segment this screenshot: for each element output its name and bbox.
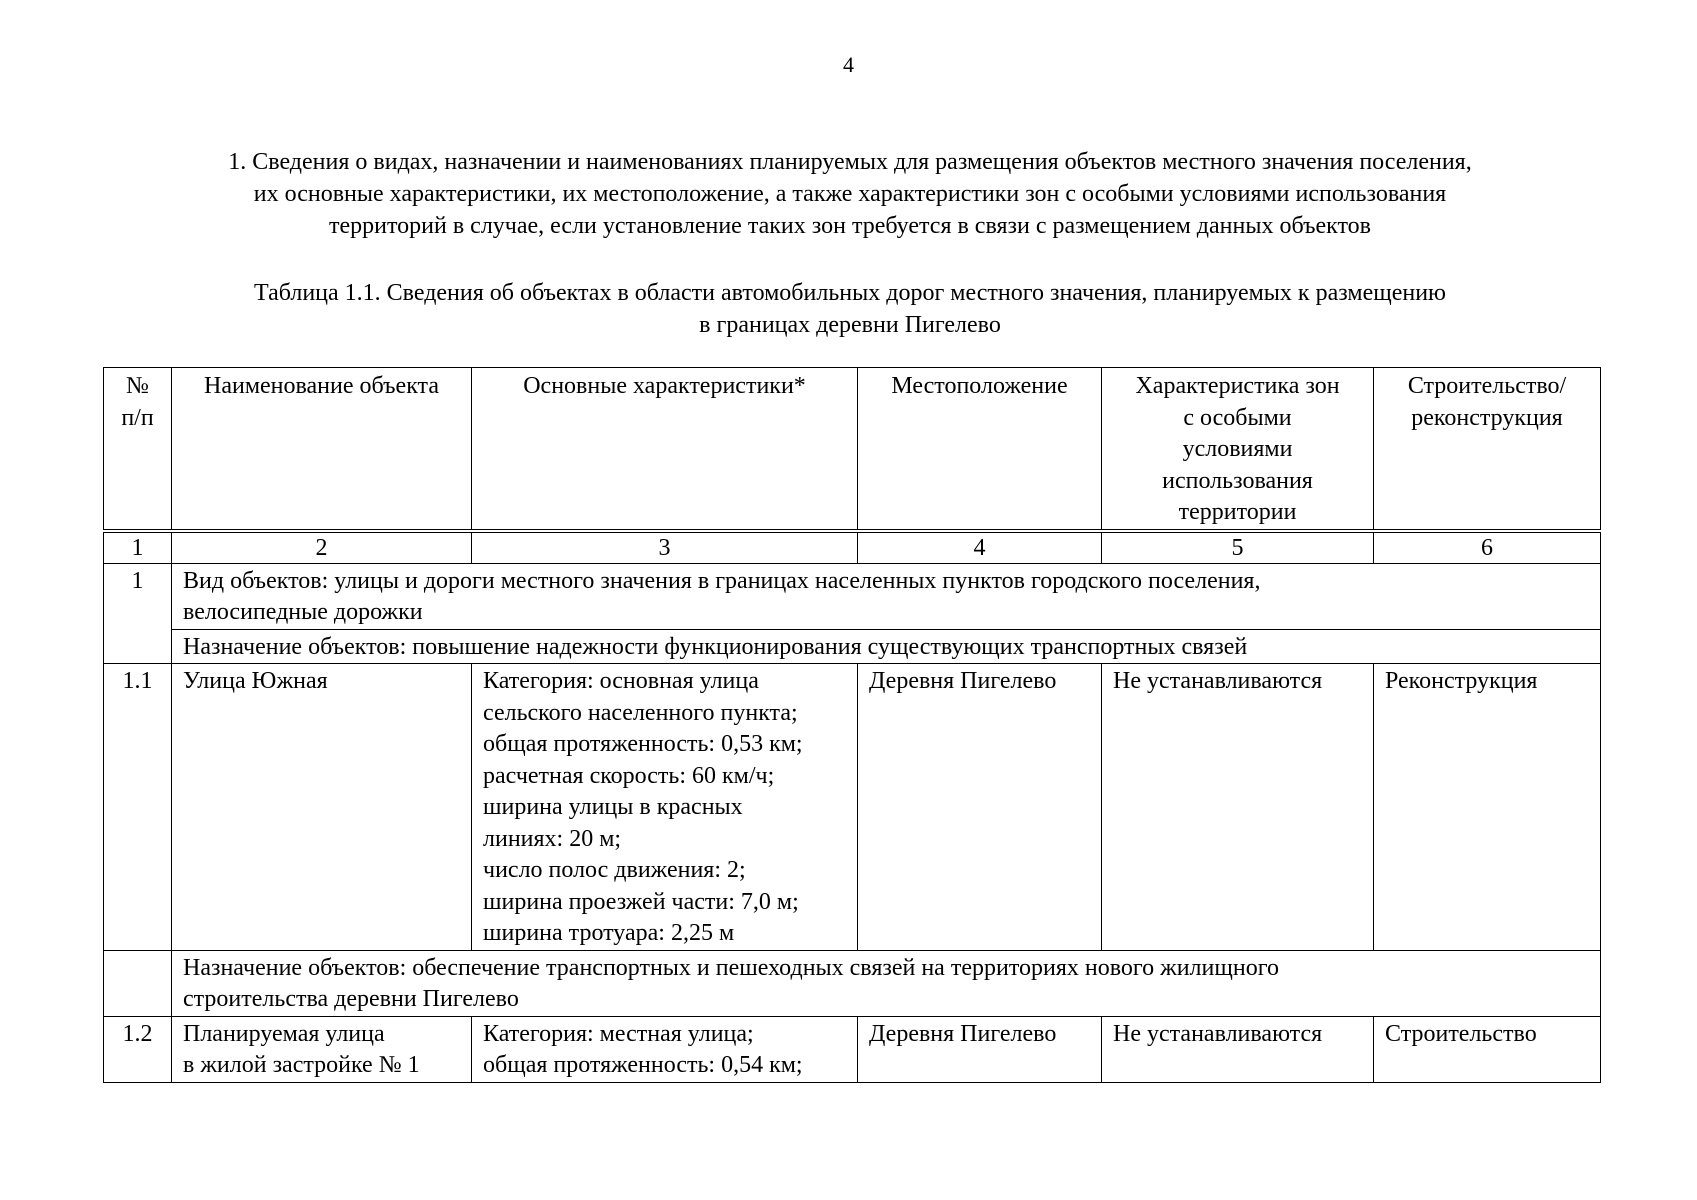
empty-number-cell — [104, 950, 172, 1016]
row-name-cell: Планируемая улица в жилой застройке № 1 — [172, 1016, 472, 1082]
section-heading-line: их основные характеристики, их местоположение, а также характеристики зон с особыми условиями использования — [253, 181, 1447, 207]
column-number-cell: 4 — [858, 531, 1102, 564]
roads-table — [103, 367, 1601, 1083]
header-cell-zones: Характеристика зон с особыми условиями использования территории — [1102, 368, 1374, 531]
column-number-cell: 6 — [1374, 531, 1601, 564]
row-work-type-cell: Строительство — [1374, 1016, 1601, 1082]
group-purpose-cell: Назначение объектов: повышение надежности функционирования существующих транспортных связей — [172, 629, 1601, 664]
table-caption-line: в границах деревни Пигелево — [699, 312, 1001, 338]
header-cell-number: № п/п — [104, 368, 172, 531]
row-number-cell: 1.2 — [104, 1016, 172, 1082]
group-purpose-row — [104, 950, 1601, 1016]
row-name-cell: Улица Южная — [172, 664, 472, 951]
page-number: 4 — [843, 52, 854, 77]
header-cell-name: Наименование объекта — [172, 368, 472, 531]
row-number-cell: 1.1 — [104, 664, 172, 951]
row-work-type-cell: Реконструкция — [1374, 664, 1601, 951]
table-caption — [120, 277, 1580, 341]
column-number-cell: 2 — [172, 531, 472, 564]
row-location-cell: Деревня Пигелево — [858, 1016, 1102, 1082]
table-caption-line: Таблица 1.1. Сведения об объектах в области автомобильных дорог местного значения, планируемых к размещению — [254, 280, 1446, 306]
header-cell-location: Местоположение — [858, 368, 1102, 531]
group-number-cell: 1 — [104, 563, 172, 664]
table-header-row — [104, 368, 1601, 531]
row-zones-cell: Не устанавливаются — [1102, 664, 1374, 951]
group-purpose-row — [104, 629, 1601, 664]
column-number-cell: 5 — [1102, 531, 1374, 564]
row-zones-cell: Не устанавливаются — [1102, 1016, 1374, 1082]
section-heading-line: 1. Сведения о видах, назначении и наименованиях планируемых для размещения объектов местного значения поселения, — [228, 149, 1472, 175]
table-row — [104, 664, 1601, 951]
column-number-cell: 3 — [472, 531, 858, 564]
column-number-cell: 1 — [104, 531, 172, 564]
section-heading — [100, 146, 1600, 242]
group-kind-row — [104, 563, 1601, 629]
group-purpose-cell: Назначение объектов: обеспечение транспортных и пешеходных связей на территориях нового жилищного строительства деревни Пигелево — [172, 950, 1601, 1016]
header-cell-characteristics: Основные характеристики* — [472, 368, 858, 531]
table-row — [104, 1016, 1601, 1082]
header-cell-work-type: Строительство/ реконструкция — [1374, 368, 1601, 531]
row-characteristics-cell: Категория: местная улица; общая протяженность: 0,54 км; — [472, 1016, 858, 1082]
group-kind-cell: Вид объектов: улицы и дороги местного значения в границах населенных пунктов городского поселения, велосипедные дорожки — [172, 563, 1601, 629]
row-location-cell: Деревня Пигелево — [858, 664, 1102, 951]
column-number-row — [104, 531, 1601, 564]
section-heading-line: территорий в случае, если установление таких зон требуется в связи с размещением данных объектов — [329, 213, 1371, 239]
row-characteristics-cell: Категория: основная улица сельского населенного пункта; общая протяженность: 0,53 км; расчетная скорость: 60 км/ч; ширина улицы в красных линиях: 20 м; число полос движения: 2; ширина проезжей части: 7,0 м; ширина тротуара: 2,25 м — [472, 664, 858, 951]
